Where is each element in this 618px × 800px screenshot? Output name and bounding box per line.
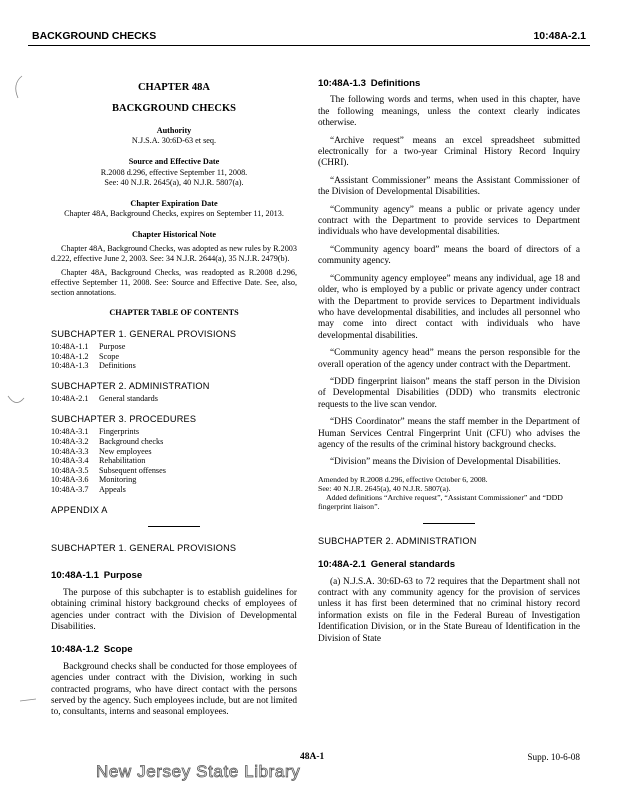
section-heading-scope xyxy=(51,644,297,655)
toc-item xyxy=(51,437,297,447)
history-note-2: Chapter 48A, Background Checks, was readopted as R.2008 d.296, effective September 11, 2008. See: Source and Effective Date. See, also, section annotations. xyxy=(51,268,297,297)
amendment-line-1: Amended by R.2008 d.296, effective October 6, 2008. xyxy=(318,474,488,484)
toc-item-number: 10:48A-1.1 xyxy=(51,342,89,352)
toc-item-number: 10:48A-3.7 xyxy=(51,484,89,494)
definition-division: “Division” means the Division of Developmental Disabilities. xyxy=(330,457,561,468)
supplement-date: Supp. 10-6-08 xyxy=(527,752,580,762)
toc-item-label: Purpose xyxy=(99,342,126,352)
toc-item-number: 10:48A-3.4 xyxy=(51,456,89,466)
toc-title: CHAPTER TABLE OF CONTENTS xyxy=(109,308,239,318)
toc-item xyxy=(51,352,297,362)
definition-ddd-fingerprint-liaison: “DDD fingerprint liaison” means the staff person in the Division of Developmental Disabilities (DDD) who transmits electronic requests to the live scan vendor. xyxy=(318,376,580,410)
toc-item-label: Monitoring xyxy=(99,475,137,485)
toc-item-number: 10:48A-3.5 xyxy=(51,465,89,475)
toc-item-label: Rehabilitation xyxy=(99,456,146,466)
toc-item-number: 10:48A-1.2 xyxy=(51,351,89,361)
section-title: Scope xyxy=(103,644,133,656)
chapter-number: CHAPTER 48A xyxy=(137,82,211,93)
general-standards-text: (a) N.J.S.A. 30:6D-63 to 72 requires that the Department shall not contract with any community agency for the provision of services unless it has first been determined that no criminal history record information exists on file in the Federal Bureau of Investigation Identification Division, or in the State Bureau of Identification in the Division of State xyxy=(318,576,580,644)
toc-item xyxy=(51,427,297,437)
definition-dhs-coordinator: “DHS Coordinator” means the staff member in the Department of Human Services Central Fingerprint Unit (CFU) who advises the agency of the results of the criminal history background checks. xyxy=(318,417,580,450)
toc-list-2 xyxy=(51,394,297,404)
toc-item-number: 10:48A-1.3 xyxy=(51,361,89,371)
toc-item-label: General standards xyxy=(99,394,158,404)
expiration-heading: Chapter Expiration Date xyxy=(130,198,218,208)
header-title: BACKGROUND CHECKS xyxy=(32,30,157,42)
toc-item-label: Background checks xyxy=(99,437,164,447)
toc-appendix: APPENDIX A xyxy=(51,504,108,515)
definition-archive-request: “Archive request” means an excel spreadsheet submitted electronically for a two-year Criminal History Record Inquiry (CHRI). xyxy=(318,135,580,169)
toc-item xyxy=(51,466,297,476)
left-column xyxy=(51,56,297,719)
amendment-note xyxy=(318,475,580,511)
toc-item-label: Subsequent offenses xyxy=(99,465,166,475)
toc-item xyxy=(51,394,297,404)
toc-item-label: Fingerprints xyxy=(99,427,140,437)
margin-mark-top xyxy=(8,74,30,100)
toc-item-label: New employees xyxy=(99,446,152,456)
purpose-text: The purpose of this subchapter is to establish guidelines for obtaining criminal history background checks of employees of agencies under contract with the Division of Developmental Disabilities. xyxy=(51,587,297,633)
toc-subchapter-1: SUBCHAPTER 1. GENERAL PROVISIONS xyxy=(51,328,237,339)
history-heading: Chapter Historical Note xyxy=(132,230,216,240)
toc-item xyxy=(51,447,297,457)
toc-list-3 xyxy=(51,427,297,494)
toc-item-label: Appeals xyxy=(99,484,126,494)
section-heading-general-standards xyxy=(318,559,580,570)
toc-subchapter-3: SUBCHAPTER 3. PROCEDURES xyxy=(51,414,197,425)
toc-item xyxy=(51,456,297,466)
source-text-2: See: 40 N.J.R. 2645(a), 40 N.J.R. 5807(a). xyxy=(104,177,244,187)
toc-item-number: 10:48A-3.1 xyxy=(51,427,89,437)
toc-item-number: 10:48A-3.6 xyxy=(51,475,89,485)
toc-item xyxy=(51,485,297,495)
section-number: 10:48A-1.3 xyxy=(318,78,366,89)
definitions-intro: The following words and terms, when used in this chapter, have the following meanings, unless the context clearly indicates otherwise. xyxy=(318,95,580,129)
section-title: Purpose xyxy=(103,570,143,582)
library-watermark: New Jersey State Library xyxy=(96,762,301,781)
section-number: 10:48A-1.1 xyxy=(51,570,99,582)
subchapter-1-heading: SUBCHAPTER 1. GENERAL PROVISIONS xyxy=(51,542,237,553)
section-number: 10:48A-1.2 xyxy=(51,644,99,656)
toc-list-1 xyxy=(51,342,297,371)
source-text-1: R.2008 d.296, effective September 11, 2008. xyxy=(100,167,248,177)
page-number: 48A-1 xyxy=(300,752,325,762)
toc-item xyxy=(51,361,297,371)
source-heading: Source and Effective Date xyxy=(128,157,220,167)
right-column xyxy=(318,56,580,645)
section-divider xyxy=(148,526,200,527)
toc-item xyxy=(51,475,297,485)
definition-community-agency: “Community agency” means a public or private agency under contract with the Department to provide services to Department individuals who have developmental disabilities. xyxy=(318,204,580,238)
chapter-title: BACKGROUND CHECKS xyxy=(112,103,236,115)
definition-community-agency-employee: “Community agency employee” means any individual, age 18 and older, who is employed by a public or private agency under contract with the Department to provide services to Department individuals who have developmental disabilities, and includes all personnel who may come into direct contact with individuals who have developmental disabilities. xyxy=(318,273,580,341)
definition-community-agency-head: “Community agency head” means the person responsible for the overall operation of the agency under contract with the Department. xyxy=(318,348,580,370)
section-title: General standards xyxy=(370,559,456,571)
expiration-text: Chapter 48A, Background Checks, expires on September 11, 2013. xyxy=(64,209,284,219)
section-divider xyxy=(423,523,475,524)
toc-item xyxy=(51,342,297,352)
scope-text: Background checks shall be conducted for those employees of agencies under contract with the Division, working in such contracted programs, who have direct contact with the persons served by the agency. Such employees include, but are not limited to, consultants, interns and seasonal employees. xyxy=(51,661,297,718)
running-header xyxy=(28,28,590,46)
toc-item-number: 10:48A-3.2 xyxy=(51,437,89,447)
toc-subchapter-2: SUBCHAPTER 2. ADMINISTRATION xyxy=(51,381,210,392)
toc-item-number: 10:48A-2.1 xyxy=(51,394,89,404)
amendment-line-3: Added definitions “Archive request”, “Assistant Commissioner” and “DDD fingerprint liaison”. xyxy=(318,492,563,511)
section-title: Definitions xyxy=(370,78,421,89)
toc-item-label: Definitions xyxy=(99,361,136,371)
amendment-line-2: See: 40 N.J.R. 2645(a), 40 N.J.R. 5807(a). xyxy=(318,483,451,493)
authority-text: N.J.S.A. 30:6D-63 et seq. xyxy=(131,136,217,146)
definition-community-agency-board: “Community agency board” means the board of directors of a community agency. xyxy=(318,244,580,267)
subchapter-2-heading: SUBCHAPTER 2. ADMINISTRATION xyxy=(318,535,477,546)
margin-mark-bottom xyxy=(18,696,40,704)
authority-heading: Authority xyxy=(156,125,192,135)
toc-item-number: 10:48A-3.3 xyxy=(51,446,89,456)
section-heading-purpose xyxy=(51,570,297,581)
section-heading-definitions xyxy=(318,78,580,89)
margin-mark-middle xyxy=(6,392,28,410)
history-note-1: Chapter 48A, Background Checks, was adopted as new rules by R.2003 d.222, effective June 2, 2003. See: 34 N.J.R. 2644(a), 35 N.J.R. 2479(b). xyxy=(51,244,297,264)
section-number: 10:48A-2.1 xyxy=(318,559,366,571)
header-section-number: 10:48A-2.1 xyxy=(533,30,586,42)
toc-item-label: Scope xyxy=(99,351,120,361)
definition-assistant-commissioner: “Assistant Commissioner” means the Assistant Commissioner of the Division of Developmental Disabilities. xyxy=(318,175,580,198)
header-rule xyxy=(28,45,590,46)
